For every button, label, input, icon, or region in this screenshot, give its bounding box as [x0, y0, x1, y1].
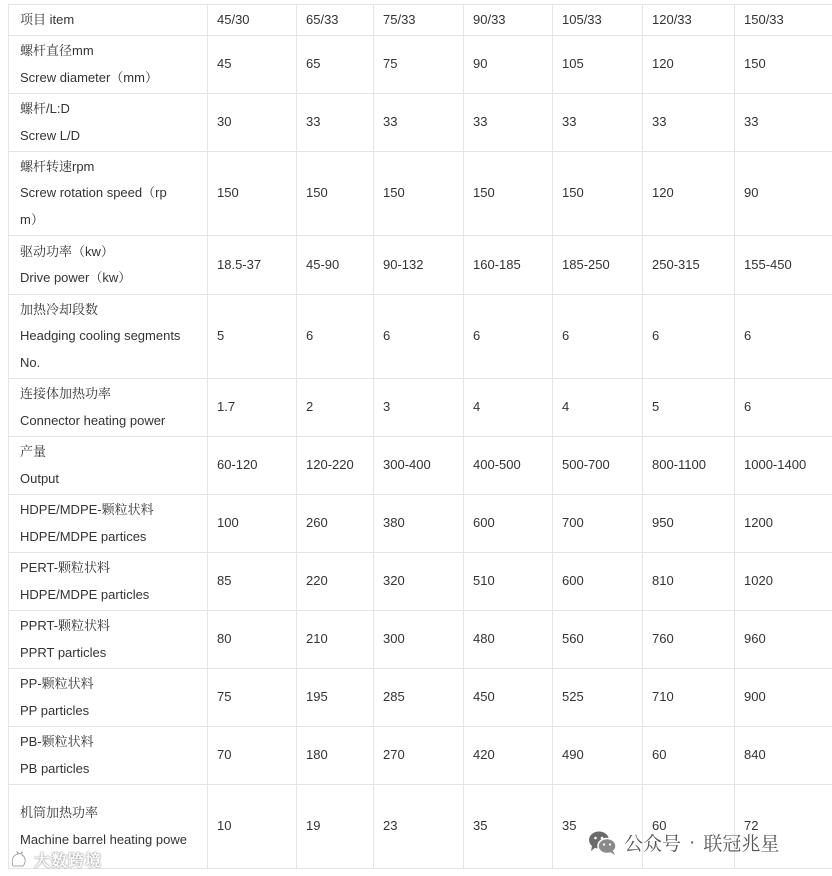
row-value-cell [297, 236, 374, 295]
row-value: 150 [306, 185, 328, 201]
row-label-line: HDPE/MDPE partices [20, 528, 147, 544]
row-label-line: Drive power（kw） [20, 270, 132, 285]
row-value: 1020 [744, 573, 773, 589]
table-row [9, 379, 832, 437]
row-label-line: 加热冷却段数 [20, 301, 99, 317]
header-model-cell [464, 5, 553, 36]
row-value: 75 [217, 689, 232, 705]
row-value-cell [553, 727, 643, 785]
row-value: 150 [383, 185, 405, 201]
row-value-cell [464, 669, 553, 727]
row-value: 320 [383, 573, 405, 589]
row-value-cell [553, 152, 643, 236]
row-label-line: PP particles [20, 702, 90, 718]
row-value-cell [374, 495, 464, 553]
row-value-cell [208, 295, 297, 379]
row-value-cell [464, 36, 553, 94]
row-value: 400-500 [473, 457, 521, 473]
row-label-line: PP-颗粒状料 [20, 676, 94, 691]
row-value: 33 [306, 114, 321, 130]
row-label-line: 螺杆直径mm [20, 43, 94, 58]
row-value-cell [208, 36, 297, 94]
row-value: 18.5-37 [217, 256, 262, 272]
row-value-cell [735, 611, 832, 669]
row-value: 75 [383, 56, 398, 72]
row-value: 155-450 [744, 256, 792, 272]
row-value-cell [735, 727, 832, 785]
row-value: 6 [306, 328, 314, 344]
row-value-cell [374, 669, 464, 727]
row-value: 6 [744, 328, 752, 344]
row-value-cell [464, 785, 553, 869]
table-row [9, 295, 832, 379]
header-model: 45/30 [217, 11, 250, 27]
row-value: 6 [652, 328, 660, 344]
header-model-cell [297, 5, 374, 36]
row-value-cell [208, 379, 297, 437]
row-value: 950 [652, 515, 674, 531]
row-value: 160-185 [473, 256, 521, 272]
row-label-line: 产量 [20, 444, 47, 459]
row-value: 900 [744, 689, 766, 705]
row-label-line: m） [20, 211, 44, 227]
row-value-cell [464, 611, 553, 669]
row-value-cell [735, 495, 832, 553]
row-value: 33 [652, 114, 667, 130]
row-value: 120 [652, 185, 674, 201]
row-value: 220 [306, 573, 328, 589]
row-label-line: Output [20, 470, 60, 486]
header-model-cell [374, 5, 464, 36]
row-value-cell [297, 611, 374, 669]
row-value-cell [208, 727, 297, 785]
row-value: 150 [473, 185, 495, 201]
row-label-line: Screw rotation speed（rp [20, 185, 167, 201]
row-value-cell [553, 669, 643, 727]
watermark-right-prefix: 公众号 [624, 834, 682, 855]
row-value-cell [374, 236, 464, 295]
row-value-cell [643, 379, 735, 437]
header-label: 项目 item [20, 11, 75, 27]
row-value: 33 [744, 114, 759, 130]
row-value-cell [643, 295, 735, 379]
row-value-cell [374, 152, 464, 236]
row-value-cell [735, 36, 832, 94]
row-label-cell [9, 379, 208, 437]
row-value: 285 [383, 689, 405, 705]
row-value: 35 [562, 818, 577, 834]
table-row [9, 152, 832, 236]
row-value: 100 [217, 515, 239, 531]
table-row [9, 785, 832, 869]
row-value-cell [464, 727, 553, 785]
row-value: 23 [383, 818, 398, 834]
row-label-cell [9, 785, 208, 869]
table-row [9, 611, 832, 669]
row-value-cell [735, 236, 832, 295]
row-value-cell [374, 379, 464, 437]
row-value-cell [553, 553, 643, 611]
header-model-cell [735, 5, 832, 36]
row-label-line: PB-颗粒状料 [20, 734, 94, 749]
row-value-cell [208, 236, 297, 295]
row-value: 840 [744, 747, 766, 763]
header-model-cell [208, 5, 297, 36]
row-value: 380 [383, 515, 405, 531]
row-value-cell [374, 437, 464, 495]
row-value: 5 [217, 328, 225, 344]
row-label-line: 螺杆转速rpm [20, 158, 95, 174]
row-value: 500-700 [562, 457, 610, 473]
row-value-cell [553, 785, 643, 869]
row-value: 800-1100 [652, 457, 706, 473]
row-value-cell [297, 553, 374, 611]
table-row [9, 553, 832, 611]
row-label-line: 螺杆/L:D [20, 101, 70, 116]
row-value-cell [553, 611, 643, 669]
row-label-cell [9, 727, 208, 785]
row-value-cell [374, 36, 464, 94]
row-value-cell [643, 36, 735, 94]
row-value-cell [297, 727, 374, 785]
row-value-cell [297, 152, 374, 236]
row-value-cell [643, 94, 735, 152]
row-value: 710 [652, 689, 674, 705]
row-label-cell [9, 295, 208, 379]
row-value-cell [374, 785, 464, 869]
row-value-cell [464, 437, 553, 495]
row-label-line: HDPE/MDPE particles [20, 586, 150, 602]
row-value-cell [297, 785, 374, 869]
row-label-line: PPRT-颗粒状料 [20, 618, 111, 633]
row-value-cell [735, 295, 832, 379]
row-value: 105 [562, 56, 584, 72]
row-value: 960 [744, 631, 766, 647]
row-value: 810 [652, 573, 674, 589]
row-value-cell [735, 94, 832, 152]
row-value-cell [643, 553, 735, 611]
row-value: 150 [744, 56, 766, 72]
row-value: 80 [217, 631, 232, 647]
row-label-line: Screw L/D [20, 127, 80, 143]
table-row [9, 236, 832, 295]
header-label-cell [9, 5, 208, 36]
row-label-line: Connector heating power [20, 412, 166, 428]
row-value-cell [374, 295, 464, 379]
row-value-cell [208, 785, 297, 869]
header-model-cell [643, 5, 735, 36]
row-value-cell [735, 553, 832, 611]
table-row [9, 94, 832, 152]
row-label-line: Screw diameter（mm） [20, 69, 158, 85]
row-value: 490 [562, 747, 584, 763]
row-label-line: Headging cooling segments [20, 328, 181, 344]
row-label-cell [9, 437, 208, 495]
table-row [9, 495, 832, 553]
row-value-cell [643, 437, 735, 495]
row-value-cell [464, 495, 553, 553]
row-value-cell [297, 295, 374, 379]
spec-table [8, 4, 832, 869]
header-model: 65/33 [306, 11, 339, 27]
row-value: 70 [217, 747, 232, 763]
row-label-cell [9, 94, 208, 152]
row-value: 180 [306, 747, 328, 763]
row-value-cell [643, 611, 735, 669]
row-value: 35 [473, 818, 488, 834]
row-value: 65 [306, 56, 321, 72]
row-value: 90 [744, 185, 759, 201]
table-row [9, 727, 832, 785]
row-value: 3 [383, 399, 391, 415]
row-value-cell [735, 437, 832, 495]
row-value: 6 [383, 328, 391, 344]
row-value-cell [208, 437, 297, 495]
header-model: 75/33 [383, 11, 416, 27]
row-label-cell [9, 669, 208, 727]
row-value: 19 [306, 818, 321, 834]
row-value: 72 [744, 818, 759, 834]
row-value: 2 [306, 399, 314, 415]
row-value: 10 [217, 818, 232, 834]
row-value-cell [553, 437, 643, 495]
row-value-cell [208, 94, 297, 152]
row-value-cell [208, 553, 297, 611]
row-value-cell [643, 152, 735, 236]
row-value: 6 [744, 399, 752, 415]
row-value-cell [553, 295, 643, 379]
row-value: 150 [562, 185, 584, 201]
row-value: 250-315 [652, 256, 700, 272]
row-value-cell [553, 379, 643, 437]
row-value: 510 [473, 573, 495, 589]
row-value-cell [297, 437, 374, 495]
row-value: 300-400 [383, 457, 431, 473]
row-value: 6 [562, 328, 570, 344]
row-value: 33 [562, 114, 577, 130]
row-value-cell [464, 94, 553, 152]
row-value-cell [464, 295, 553, 379]
row-value-cell [643, 495, 735, 553]
row-label-cell [9, 611, 208, 669]
row-value: 45-90 [306, 256, 340, 272]
row-value: 270 [383, 747, 405, 763]
row-value: 5 [652, 399, 660, 415]
row-value: 4 [562, 399, 570, 415]
header-model: 105/33 [562, 11, 602, 27]
row-value-cell [297, 36, 374, 94]
row-value: 30 [217, 114, 232, 130]
row-value: 6 [473, 328, 481, 344]
row-value: 195 [306, 689, 328, 705]
row-label-line: 驱动功率（kw） [20, 243, 114, 259]
row-value-cell [643, 669, 735, 727]
row-value-cell [553, 495, 643, 553]
row-value-cell [374, 611, 464, 669]
row-value: 120 [652, 56, 674, 72]
row-value-cell [735, 669, 832, 727]
row-label-line: No. [20, 354, 41, 370]
row-value-cell [643, 785, 735, 869]
row-value-cell [208, 669, 297, 727]
row-value-cell [297, 669, 374, 727]
row-value: 90 [473, 56, 488, 72]
row-value: 480 [473, 631, 495, 647]
row-label-line: HDPE/MDPE-颗粒状料 [20, 502, 154, 517]
row-value: 185-250 [562, 256, 610, 272]
row-value: 45 [217, 56, 232, 72]
row-value: 60 [652, 818, 667, 834]
row-label-line: PB particles [20, 760, 90, 776]
row-value-cell [208, 611, 297, 669]
row-value: 700 [562, 515, 584, 531]
row-value-cell [208, 152, 297, 236]
row-value-cell [643, 236, 735, 295]
row-label-line: Machine barrel heating powe [20, 831, 187, 847]
row-label-line: PERT-颗粒状料 [20, 560, 111, 575]
row-value: 300 [383, 631, 405, 647]
header-model: 120/33 [652, 11, 692, 27]
row-value-cell [553, 236, 643, 295]
row-value-cell [553, 94, 643, 152]
row-value: 210 [306, 631, 328, 647]
row-value-cell [553, 36, 643, 94]
row-value: 600 [562, 573, 584, 589]
row-value: 1.7 [217, 399, 236, 415]
row-value-cell [464, 379, 553, 437]
header-model: 90/33 [473, 11, 506, 27]
header-model-cell [553, 5, 643, 36]
row-value-cell [374, 553, 464, 611]
row-value-cell [735, 379, 832, 437]
row-value: 420 [473, 747, 495, 763]
row-value: 150 [217, 185, 239, 201]
row-label-line: 连接体加热功率 [20, 386, 112, 401]
row-value: 1000-1400 [744, 457, 807, 473]
table-row [9, 36, 832, 94]
watermark-right-name: 联冠兆星 [703, 834, 780, 855]
row-value: 120-220 [306, 457, 354, 473]
row-value: 60-120 [217, 457, 258, 473]
row-label-cell [9, 495, 208, 553]
row-value-cell [297, 94, 374, 152]
table-header-row [9, 5, 832, 36]
row-value: 760 [652, 631, 674, 647]
row-label-cell [9, 36, 208, 94]
row-value: 4 [473, 399, 481, 415]
row-value-cell [735, 785, 832, 869]
row-value-cell [643, 727, 735, 785]
row-value: 33 [473, 114, 488, 130]
row-value-cell [297, 495, 374, 553]
row-value-cell [374, 94, 464, 152]
row-label-cell [9, 152, 208, 236]
watermark-separator: · [689, 831, 696, 853]
row-value-cell [464, 236, 553, 295]
row-value-cell [735, 152, 832, 236]
row-value-cell [464, 553, 553, 611]
row-value: 525 [562, 689, 584, 705]
watermark-left-text: 大数跨境 [34, 853, 103, 870]
row-value-cell [374, 727, 464, 785]
row-value: 450 [473, 689, 495, 705]
row-value: 85 [217, 573, 232, 589]
row-value-cell [208, 495, 297, 553]
row-value-cell [297, 379, 374, 437]
table-row [9, 437, 832, 495]
row-value: 600 [473, 515, 495, 531]
header-model: 150/33 [744, 11, 784, 27]
row-label-cell [9, 553, 208, 611]
row-value: 33 [383, 114, 398, 130]
row-value: 560 [562, 631, 584, 647]
row-value: 1200 [744, 515, 773, 531]
row-label-cell [9, 236, 208, 295]
row-value: 90-132 [383, 256, 424, 272]
row-value-cell [464, 152, 553, 236]
row-value: 60 [652, 747, 667, 763]
row-value: 260 [306, 515, 328, 531]
row-label-line: PPRT particles [20, 644, 107, 660]
row-label-line: 机筒加热功率 [20, 805, 99, 820]
table-row [9, 669, 832, 727]
